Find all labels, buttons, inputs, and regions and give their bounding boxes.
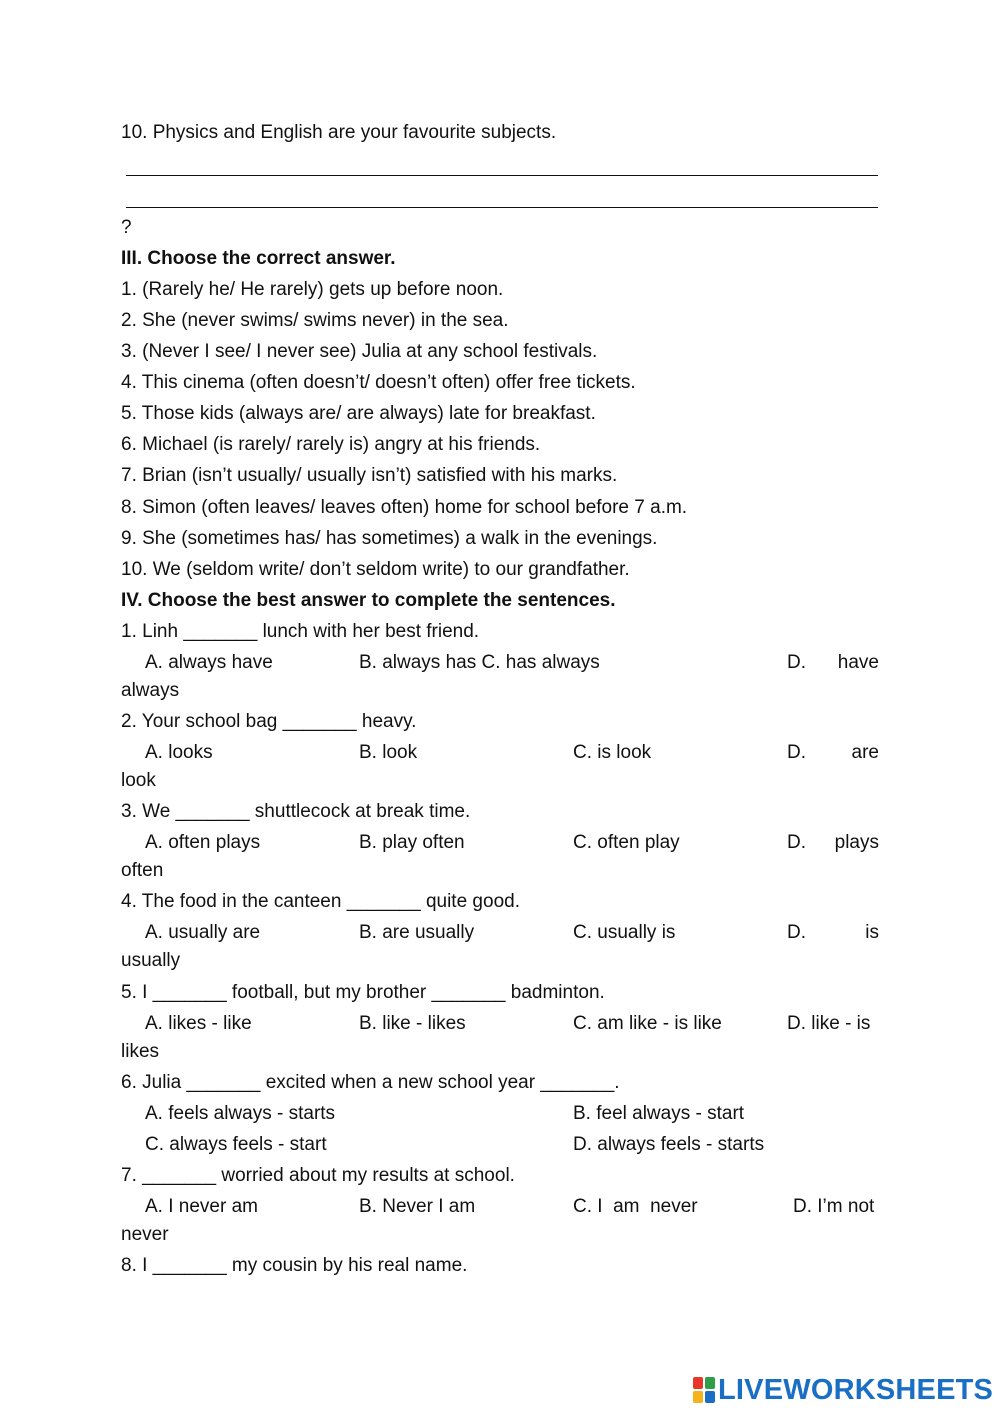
option-a: A. likes - like: [145, 1013, 252, 1034]
option-c: C. I am never: [573, 1196, 698, 1217]
question-text: 1. Linh _______ lunch with her best friend.: [121, 621, 480, 642]
question-text: 8. I _______ my cousin by his real name.: [121, 1255, 468, 1276]
option-c: C. often play: [573, 832, 680, 853]
option-c: C. always feels - start: [145, 1134, 327, 1155]
option-d: [787, 651, 879, 675]
option-d-wrap: always: [121, 680, 180, 701]
answer-line: [126, 175, 878, 176]
option-d-letter: D.: [787, 742, 806, 763]
option-b: B. look: [359, 742, 418, 763]
option-d: [787, 741, 879, 765]
question-text: 6. Julia _______ excited when a new school year _______.: [121, 1072, 620, 1093]
option-d-letter: D.: [787, 922, 806, 943]
list-item: 6. Michael (is rarely/ rarely is) angry at his friends.: [121, 434, 541, 455]
option-d: D. like - is: [787, 1013, 871, 1034]
answer-line: [126, 207, 878, 208]
list-item: 9. She (sometimes has/ has sometimes) a walk in the evenings.: [121, 528, 658, 549]
brand-square: [705, 1377, 715, 1389]
option-d-text: are: [851, 742, 879, 763]
option-d-wrap: look: [121, 770, 156, 791]
option-d-letter: D.: [787, 832, 806, 853]
list-item: 1. (Rarely he/ He rarely) gets up before noon.: [121, 279, 504, 300]
option-a: A. always have: [145, 652, 273, 673]
option-c: C. am like - is like: [573, 1013, 722, 1034]
list-item: 3. (Never I see/ I never see) Julia at any school festivals.: [121, 341, 598, 362]
option-c: C. usually is: [573, 922, 676, 943]
option-d-text: have: [837, 652, 879, 673]
option-b-c: B. always has C. has always: [359, 652, 600, 673]
option-a: A. looks: [145, 742, 213, 763]
option-d: D. I’m not: [793, 1196, 875, 1217]
option-c: C. is look: [573, 742, 652, 763]
list-item: 7. Brian (isn’t usually/ usually isn’t) satisfied with his marks.: [121, 465, 618, 486]
option-d: [787, 921, 879, 945]
question-mark: ?: [121, 217, 132, 238]
option-b: B. feel always - start: [573, 1103, 745, 1124]
option-a: A. usually are: [145, 922, 261, 943]
option-a: A. often plays: [145, 832, 261, 853]
question-text: 5. I _______ football, but my brother _______ badminton.: [121, 982, 605, 1003]
brand-square: [693, 1377, 703, 1389]
brand-square: [705, 1391, 715, 1403]
option-d-text: plays: [834, 832, 879, 853]
section-4-title: IV. Choose the best answer to complete the sentences.: [121, 590, 616, 611]
option-d-wrap: usually: [121, 950, 181, 971]
option-d-letter: D.: [787, 652, 806, 673]
list-item: 4. This cinema (often doesn’t/ doesn’t often) offer free tickets.: [121, 372, 636, 393]
option-a: A. feels always - starts: [145, 1103, 336, 1124]
brand-square: [693, 1391, 703, 1403]
question-text: 2. Your school bag _______ heavy.: [121, 711, 417, 732]
section-3-title: III. Choose the correct answer.: [121, 248, 396, 269]
option-d-wrap: never: [121, 1224, 169, 1245]
brand-name: LIVEWORKSHEETS: [718, 1373, 994, 1406]
list-item: 10. We (seldom write/ don’t seldom write) to our grandfather.: [121, 559, 630, 580]
option-d-text: is: [865, 922, 879, 943]
question-text: 4. The food in the canteen _______ quite good.: [121, 891, 520, 912]
option-b: B. play often: [359, 832, 465, 853]
list-item: 2. She (never swims/ swims never) in the sea.: [121, 310, 509, 331]
option-d: D. always feels - starts: [573, 1134, 765, 1155]
list-item: 5. Those kids (always are/ are always) late for breakfast.: [121, 403, 596, 424]
option-b: B. Never I am: [359, 1196, 476, 1217]
option-b: B. like - likes: [359, 1013, 466, 1034]
option-d-wrap: often: [121, 860, 164, 881]
list-item: 8. Simon (often leaves/ leaves often) home for school before 7 a.m.: [121, 497, 688, 518]
question-10-text: 10. Physics and English are your favourite subjects.: [121, 122, 557, 143]
option-a: A. I never am: [145, 1196, 258, 1217]
question-text: 7. _______ worried about my results at school.: [121, 1165, 515, 1186]
brand-squares-icon: [693, 1377, 715, 1403]
option-b: B. are usually: [359, 922, 475, 943]
option-d-wrap: likes: [121, 1041, 160, 1062]
option-d: [787, 831, 879, 855]
question-text: 3. We _______ shuttlecock at break time.: [121, 801, 471, 822]
liveworksheets-logo: [693, 1374, 993, 1406]
